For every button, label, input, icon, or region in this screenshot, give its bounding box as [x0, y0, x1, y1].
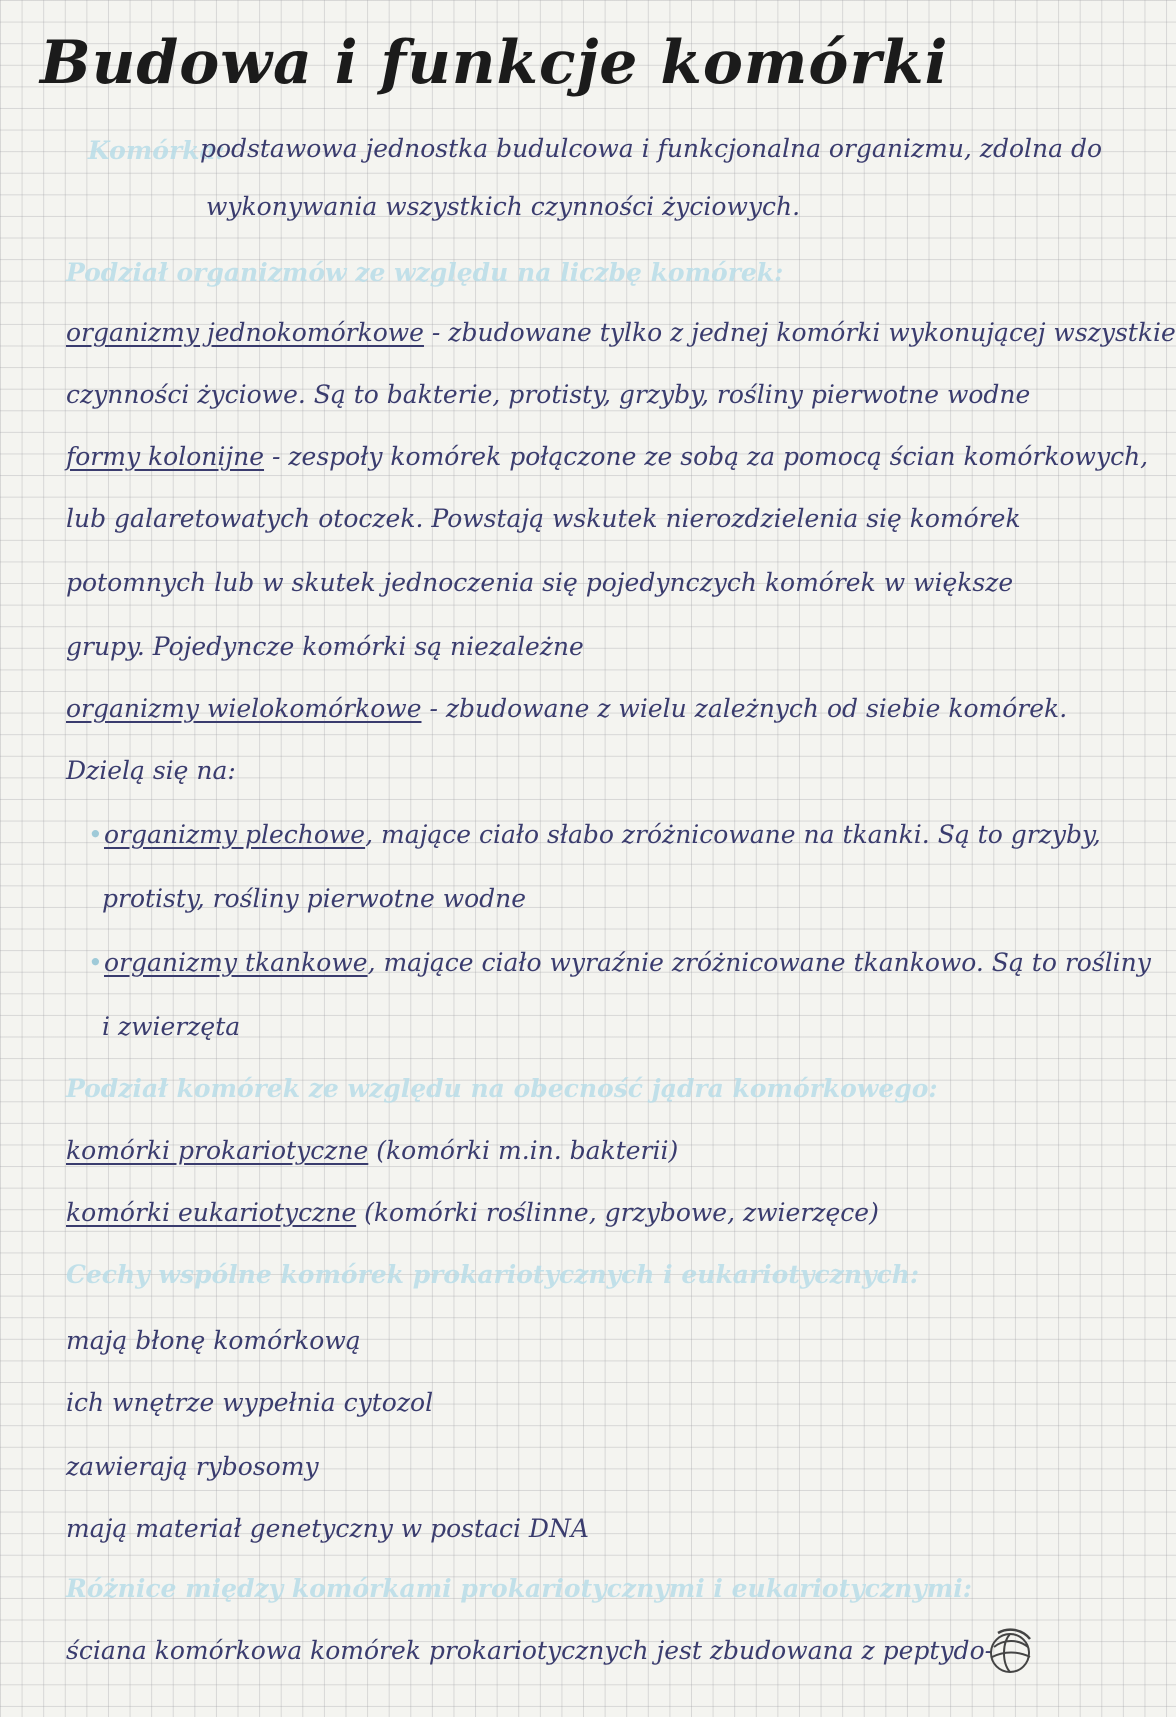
page-title: Budowa i funkcje komórki — [40, 28, 949, 98]
section-heading-organisms: Podział organizmów ze względu na liczbę komórek: — [66, 258, 784, 287]
wielokomorkowe-line-2: Dzielą się na: — [66, 756, 236, 785]
tkankowe-line-2: i zwierzęta — [102, 1012, 241, 1041]
bullet-icon: • — [88, 820, 103, 849]
term-wielokomorkowe: organizmy wielokomórkowe — [66, 694, 422, 723]
section-heading-differences: Różnice między komórkami prokariotycznymi i eukariotycznymi: — [66, 1574, 972, 1603]
section-heading-cells: Podział komórek ze względu na obecność jądra komórkowego: — [66, 1074, 938, 1103]
bullet-icon: • — [88, 948, 103, 977]
roznice-line-1: ściana komórkowa komórek prokariotycznych jest zbudowana z peptydo- — [66, 1636, 994, 1665]
term-tkankowe: organizmy tkankowe — [104, 948, 368, 977]
kolonijne-line-3: potomnych lub w skutek jednoczenia się pojedynczych komórek w większe — [66, 568, 1014, 597]
eukariotyczne-line: komórki eukariotyczne (komórki roślinne, grzybowe, zwierzęce) — [66, 1198, 879, 1227]
plechowe-line-2: protisty, rośliny pierwotne wodne — [102, 884, 527, 913]
tkankowe-line-1: •organizmy tkankowe, mające ciało wyraźnie zróżnicowane tkankowo. Są to rośliny — [88, 948, 1151, 977]
cecha-item: mają materiał genetyczny w postaci DNA — [66, 1514, 589, 1543]
kolonijne-line-1: formy kolonijne - zespoły komórek połączone ze sobą za pomocą ścian komórkowych, — [66, 442, 1149, 471]
definition-label: Komórka: — [88, 136, 225, 165]
definition-line-1: podstawowa jednostka budulcowa i funkcjonalna organizmu, zdolna do — [200, 134, 1103, 163]
term-kolonijne: formy kolonijne — [66, 442, 265, 471]
jednokomorkowe-line-2: czynności życiowe. Są to bakterie, protisty, grzyby, rośliny pierwotne wodne — [66, 380, 1031, 409]
cecha-item: ich wnętrze wypełnia cytozol — [66, 1388, 434, 1417]
cecha-item: zawierają rybosomy — [66, 1452, 319, 1481]
definition-line-2: wykonywania wszystkich czynności życiowych. — [206, 192, 801, 221]
jednokomorkowe-line-1: organizmy jednokomórkowe - zbudowane tylko z jednej komórki wykonującej wszystkie — [66, 318, 1176, 347]
term-jednokomorkowe: organizmy jednokomórkowe — [66, 318, 424, 347]
kolonijne-line-2: lub galaretowatych otoczek. Powstają wskutek nierozdzielenia się komórek — [66, 504, 1021, 533]
plechowe-line-1: •organizmy plechowe, mające ciało słabo zróżnicowane na tkanki. Są to grzyby, — [88, 820, 1101, 849]
term-plechowe: organizmy plechowe — [104, 820, 366, 849]
cecha-item: mają błonę komórkową — [66, 1326, 361, 1355]
wielokomorkowe-line-1: organizmy wielokomórkowe - zbudowane z wielu zależnych od siebie komórek. — [66, 694, 1068, 723]
section-heading-common: Cechy wspólne komórek prokariotycznych i eukariotycznych: — [66, 1260, 920, 1289]
term-prokariotyczne: komórki prokariotyczne — [66, 1136, 369, 1165]
prokariotyczne-line: komórki prokariotyczne (komórki m.in. bakterii) — [66, 1136, 679, 1165]
term-eukariotyczne: komórki eukariotyczne — [66, 1198, 357, 1227]
globe-logo-icon — [984, 1625, 1036, 1677]
kolonijne-line-4: grupy. Pojedyncze komórki są niezależne — [66, 632, 584, 661]
